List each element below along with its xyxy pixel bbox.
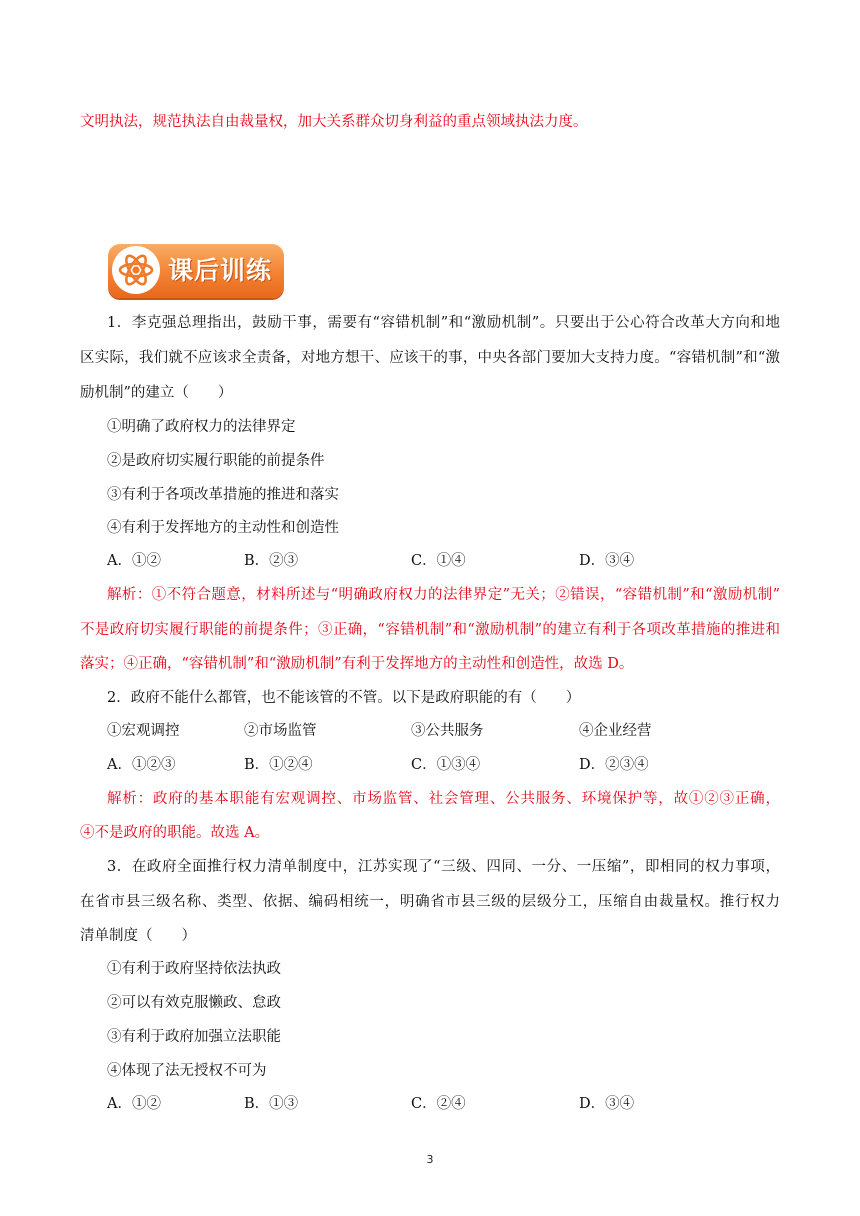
q2-item-1: ①宏观调控 xyxy=(107,723,180,739)
q1-stem-line-2: 区实际，我们就不应该求全责备，对地方想干、应该干的事，中央各部门要加大支持力度。“容错机制”和“激 xyxy=(80,350,780,366)
q1-analysis-line-3: 落实；④正确，“容错机制”和“激励机制”有利于发挥地方的主动性和创造性，故选 D。 xyxy=(80,656,634,672)
q1-option-d: D．③④ xyxy=(579,553,635,569)
banner-title: 课后训练 xyxy=(168,256,273,285)
q1-item-2: ②是政府切实履行职能的前提条件 xyxy=(107,453,325,469)
banner-icon-holder xyxy=(112,246,160,294)
q1-item-3: ③有利于各项改革措施的推进和落实 xyxy=(107,487,339,503)
section-banner xyxy=(108,244,284,298)
q3-item-4: ④体现了法无授权不可为 xyxy=(107,1063,267,1079)
q1-options xyxy=(107,551,780,571)
q2-item-3: ③公共服务 xyxy=(411,723,484,739)
q3-option-b: B．①③ xyxy=(244,1096,299,1112)
q3-option-a: A．①② xyxy=(107,1096,161,1112)
q2-options xyxy=(107,755,780,775)
q1-option-c: C．①④ xyxy=(411,553,466,569)
carryover-text: 文明执法，规范执法自由裁量权，加大关系群众切身利益的重点领域执法力度。 xyxy=(80,114,588,130)
q3-stem-line-1: 3．在政府全面推行权力清单制度中，江苏实现了“三级、四同、一分、一压缩”，即相同的权力事项， xyxy=(107,859,780,875)
q3-option-c: C．②④ xyxy=(411,1096,466,1112)
q3-options xyxy=(107,1094,780,1114)
q1-stem-line-3: 励机制”的建立（ ） xyxy=(80,385,233,401)
q2-analysis-line-2: ④不是政府的职能。故选 A。 xyxy=(80,825,270,841)
q2-option-a: A．①②③ xyxy=(107,757,176,773)
q1-analysis-line-1: 解析：①不符合题意，材料所述与“明确政府权力的法律界定”无关；②错误，“容错机制”和“激励机制” xyxy=(107,587,780,603)
q1-option-a: A．①② xyxy=(107,553,161,569)
q3-option-d: D．③④ xyxy=(579,1096,635,1112)
q2-stem-line-1: 2．政府不能什么都管，也不能该管的不管。以下是政府职能的有（ ） xyxy=(107,690,581,706)
q2-option-d: D．②③④ xyxy=(579,757,649,773)
page-number: 3 xyxy=(426,1153,434,1166)
q2-option-b: B．①②④ xyxy=(244,757,313,773)
q2-items xyxy=(107,721,780,741)
q2-analysis-line-1: 解析：政府的基本职能有宏观调控、市场监管、社会管理、公共服务、环境保护等，故①②③正确， xyxy=(107,791,780,807)
q1-analysis-line-2: 不是政府切实履行职能的前提条件；③正确，“容错机制”和“激励机制”的建立有利于各项改革措施的推进和 xyxy=(80,622,780,638)
q2-item-4: ④企业经营 xyxy=(579,723,652,739)
q3-item-3: ③有利于政府加强立法职能 xyxy=(107,1029,281,1045)
q3-stem-line-2: 在省市县三级名称、类型、依据、编码相统一，明确省市县三级的层级分工，压缩自由裁量权。推行权力 xyxy=(80,894,780,910)
q1-stem-line-1: 1．李克强总理指出，鼓励干事，需要有“容错机制”和“激励机制”。只要出于公心符合改革大方向和地 xyxy=(107,315,780,331)
q3-stem-line-3: 清单制度（ ） xyxy=(80,928,196,944)
q1-option-b: B．②③ xyxy=(244,553,299,569)
q2-option-c: C．①③④ xyxy=(411,757,481,773)
q2-item-2: ②市场监管 xyxy=(244,723,317,739)
q1-item-1: ①明确了政府权力的法律界定 xyxy=(107,419,296,435)
atom-icon xyxy=(117,251,155,289)
q3-item-2: ②可以有效克服懒政、怠政 xyxy=(107,995,281,1011)
q3-item-1: ①有利于政府坚持依法执政 xyxy=(107,961,281,977)
q1-item-4: ④有利于发挥地方的主动性和创造性 xyxy=(107,520,339,536)
